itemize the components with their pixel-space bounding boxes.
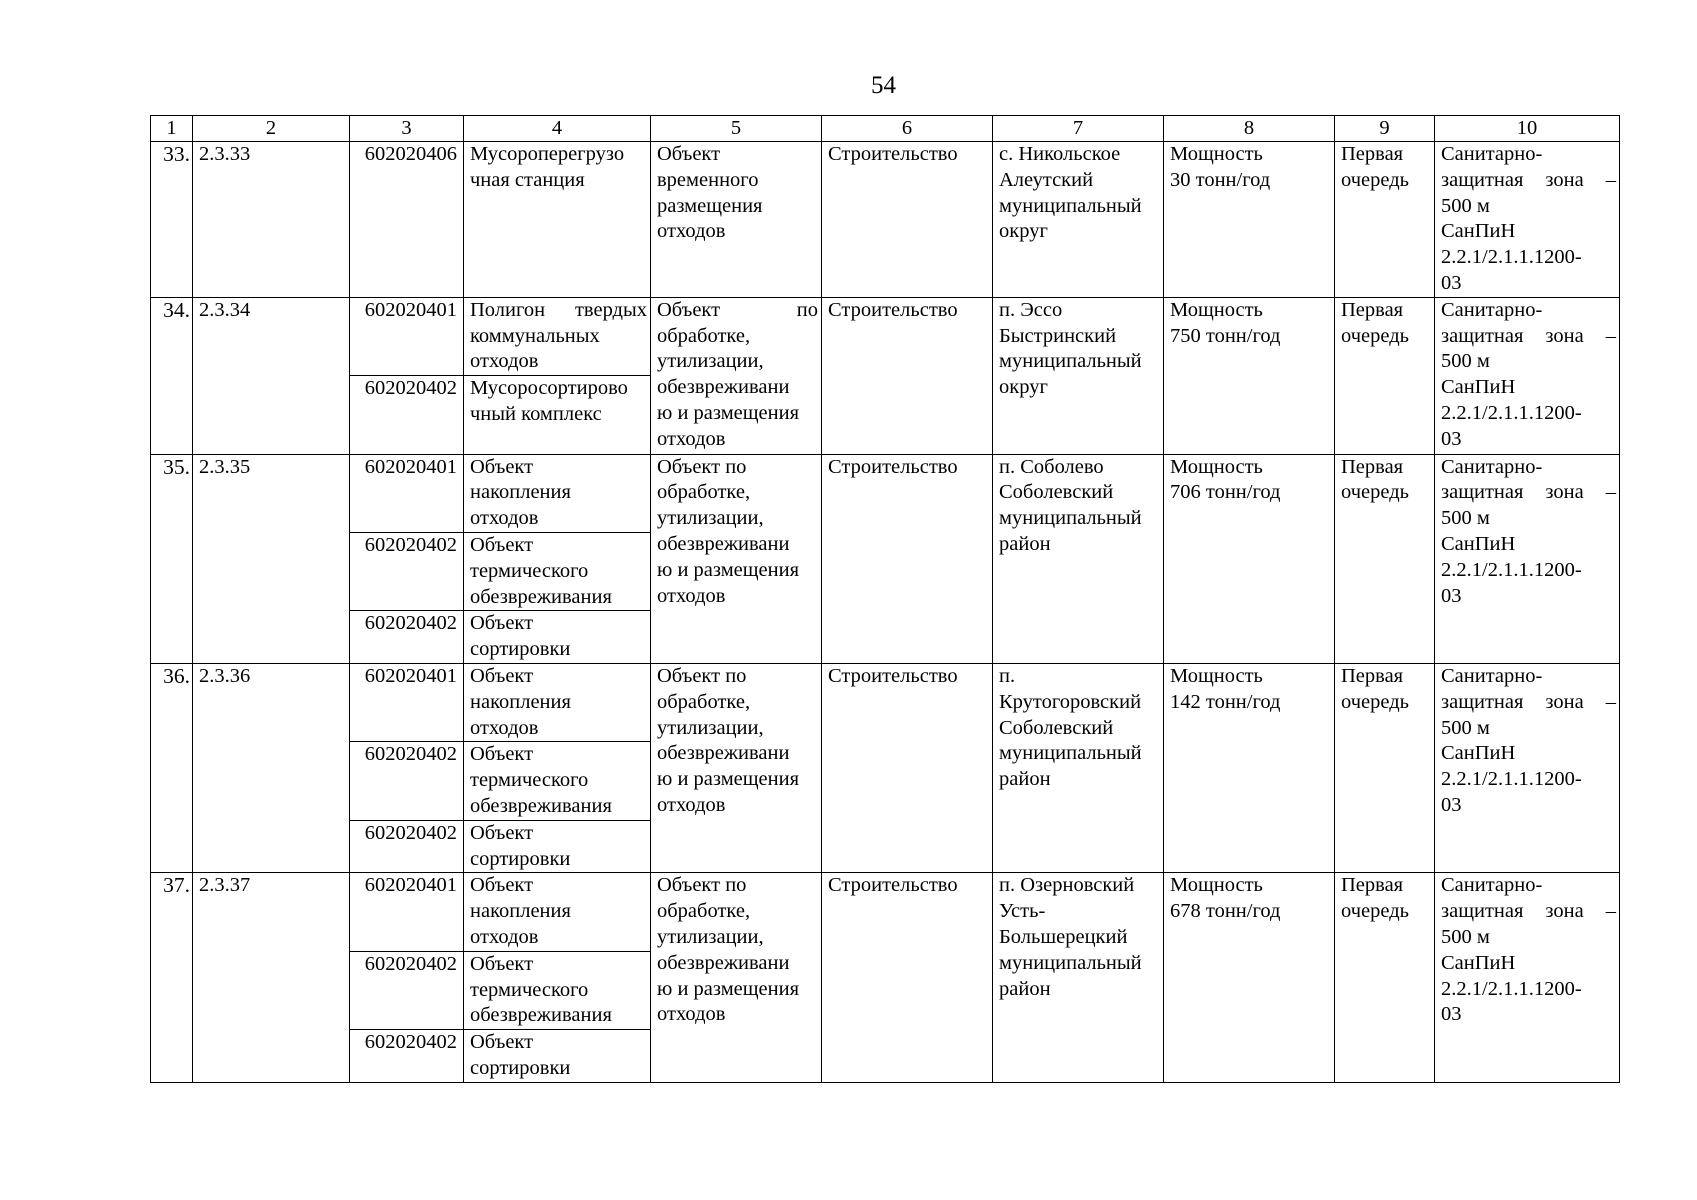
stage-cell — [1335, 142, 1435, 298]
text-line: защитная зона – — [1441, 690, 1616, 713]
text-line: 500 м — [1441, 350, 1490, 373]
object-name-cell — [464, 532, 651, 610]
text-line: обезвреживани — [657, 951, 790, 974]
text-line: очередь — [1341, 168, 1409, 191]
object-name-cell — [464, 611, 651, 664]
text-line: отходов — [657, 793, 726, 816]
text-line: 03 — [1441, 271, 1462, 294]
object-code-cell: 2.3.36 — [193, 663, 350, 872]
text-line: ю и размещения — [657, 401, 800, 424]
capacity-cell — [1164, 663, 1335, 872]
text-line: Мощность — [1170, 143, 1263, 165]
text-line: Первая — [1341, 143, 1404, 165]
text-line: Объект по — [657, 874, 747, 897]
column-number-header: 5 — [651, 116, 822, 142]
text-line: Объект — [657, 143, 721, 165]
text-line: утилизации, — [657, 350, 764, 373]
text-line: 2.2.1/2.1.1.1200- — [1441, 558, 1582, 581]
text-line: 678 тонн/год — [1170, 900, 1281, 923]
text-line: отходов — [470, 925, 539, 948]
object-name-cell — [464, 951, 651, 1029]
sanitary-zone-cell — [1435, 663, 1620, 872]
text-line: СанПиН — [1441, 220, 1516, 243]
object-name-cell — [464, 376, 651, 454]
text-line: район — [999, 977, 1051, 1000]
status-cell: Строительство — [822, 142, 993, 298]
text-line: СанПиН — [1441, 376, 1516, 399]
text-line: ю и размещения — [657, 768, 800, 791]
location-cell — [993, 454, 1164, 663]
status-cell: Строительство — [822, 297, 993, 454]
text-line: Первая — [1341, 664, 1404, 687]
text-line: округ — [999, 220, 1048, 243]
location-cell — [993, 663, 1164, 872]
object-id-cell: 602020402 — [350, 1030, 464, 1083]
text-line: Объект — [470, 533, 534, 556]
text-line: обработке, — [657, 324, 751, 347]
text-line: 500 м — [1441, 716, 1490, 739]
text-line: 03 — [1441, 427, 1462, 450]
text-line: отходов — [470, 350, 539, 373]
table-row — [151, 142, 1620, 298]
text-line: Объект — [470, 664, 534, 687]
text-line: СанПиН — [1441, 951, 1516, 974]
text-line: отходов — [657, 427, 726, 450]
text-line: Крутогоровский — [999, 690, 1142, 713]
text-line: Первая — [1341, 874, 1404, 897]
text-line: Объект по — [657, 298, 818, 321]
text-line: Объект — [470, 455, 534, 478]
text-line: 03 — [1441, 793, 1462, 816]
object-name-cell — [464, 873, 651, 951]
object-name-cell — [464, 663, 651, 741]
purpose-cell — [651, 873, 822, 1082]
text-line: отходов — [657, 584, 726, 607]
capacity-cell — [1164, 454, 1335, 663]
text-line: муниципальный — [999, 194, 1142, 217]
text-line: с. Никольское — [999, 143, 1121, 165]
text-line: термического — [470, 559, 589, 582]
object-code-cell: 2.3.37 — [193, 873, 350, 1082]
status-cell: Строительство — [822, 663, 993, 872]
object-name-cell — [464, 297, 651, 375]
text-line: ю и размещения — [657, 977, 800, 1000]
text-line: Объект по — [657, 455, 747, 478]
location-cell — [993, 297, 1164, 454]
text-line: чный комплекс — [470, 402, 602, 425]
text-line: чная станция — [470, 168, 585, 191]
text-line: накопления — [470, 481, 571, 504]
text-line: 2.2.1/2.1.1.1200- — [1441, 977, 1582, 1000]
column-number-header: 9 — [1335, 116, 1435, 142]
text-line: Мусоросортирово — [470, 377, 628, 400]
text-line: обезвреживания — [470, 1004, 612, 1027]
stage-cell — [1335, 663, 1435, 872]
objects-table — [150, 115, 1620, 1083]
text-line: отходов — [470, 716, 539, 739]
text-line: обработке, — [657, 900, 751, 923]
text-line: муниципальный — [999, 350, 1142, 373]
object-id-cell: 602020402 — [350, 820, 464, 873]
text-line: 2.2.1/2.1.1.1200- — [1441, 246, 1582, 269]
text-line: 30 тонн/год — [1170, 168, 1271, 191]
stage-cell — [1335, 873, 1435, 1082]
text-line: сортировки — [470, 1056, 571, 1079]
object-name-cell — [464, 1030, 651, 1083]
text-line: 500 м — [1441, 194, 1490, 217]
text-line: п. Соболево — [999, 455, 1104, 478]
purpose-cell — [651, 297, 822, 454]
table-row — [151, 873, 1620, 951]
text-line: Санитарно- — [1441, 664, 1543, 687]
text-line: Соболевский — [999, 481, 1114, 504]
text-line: 750 тонн/год — [1170, 324, 1281, 347]
text-line: Быстринский — [999, 324, 1117, 347]
text-line: п. Эссо — [999, 298, 1063, 321]
text-line: отходов — [470, 507, 539, 530]
text-line: 706 тонн/год — [1170, 481, 1281, 504]
text-line: Объект — [470, 821, 534, 844]
text-line: обработке, — [657, 481, 751, 504]
location-cell — [993, 873, 1164, 1082]
text-line: временного — [657, 168, 759, 191]
purpose-cell — [651, 663, 822, 872]
text-line: Мощность — [1170, 874, 1263, 897]
status-cell: Строительство — [822, 454, 993, 663]
text-line: защитная зона – — [1441, 324, 1616, 347]
text-line: 2.2.1/2.1.1.1200- — [1441, 768, 1582, 791]
text-line: очередь — [1341, 324, 1409, 347]
text-line: коммунальных — [470, 324, 600, 347]
object-id-cell: 602020401 — [350, 873, 464, 951]
object-id-cell: 602020402 — [350, 742, 464, 820]
text-line: термического — [470, 978, 589, 1001]
text-line: защитная зона – — [1441, 168, 1616, 191]
text-line: Объект — [470, 1031, 534, 1054]
text-line: очередь — [1341, 481, 1409, 504]
text-line: обезвреживания — [470, 585, 612, 608]
text-line: очередь — [1341, 900, 1409, 923]
object-id-cell: 602020401 — [350, 297, 464, 375]
sanitary-zone-cell — [1435, 873, 1620, 1082]
text-line: район — [999, 768, 1051, 791]
text-line: Санитарно- — [1441, 874, 1543, 897]
text-line: Первая — [1341, 455, 1404, 478]
text-line: Санитарно- — [1441, 455, 1543, 478]
text-line: Объект по — [657, 664, 747, 687]
text-line: Алеутский — [999, 168, 1094, 191]
text-line: отходов — [657, 1003, 726, 1026]
text-line: Мощность — [1170, 455, 1263, 478]
text-line: сортировки — [470, 638, 571, 661]
text-line: п. — [999, 664, 1016, 687]
purpose-cell — [651, 142, 822, 298]
object-id-cell: 602020401 — [350, 663, 464, 741]
location-cell — [993, 142, 1164, 298]
table-row — [151, 297, 1620, 375]
text-line: Полигон твердых — [470, 298, 647, 321]
sanitary-zone-cell — [1435, 297, 1620, 454]
text-line: муниципальный — [999, 951, 1142, 974]
object-name-cell — [464, 142, 651, 298]
text-line: СанПиН — [1441, 532, 1516, 555]
text-line: утилизации, — [657, 716, 764, 739]
object-code-cell: 2.3.34 — [193, 297, 350, 454]
text-line: накопления — [470, 690, 571, 713]
text-line: муниципальный — [999, 742, 1142, 765]
text-line: размещения — [657, 194, 763, 217]
capacity-cell — [1164, 142, 1335, 298]
text-line: сортировки — [470, 847, 571, 870]
text-line: защитная зона – — [1441, 900, 1616, 923]
stage-cell — [1335, 297, 1435, 454]
capacity-cell — [1164, 873, 1335, 1082]
row-number-cell: 34. — [151, 297, 193, 454]
text-line: муниципальный — [999, 507, 1142, 530]
column-number-header: 6 — [822, 116, 993, 142]
row-number-cell: 35. — [151, 454, 193, 663]
table-header-row — [151, 116, 1620, 142]
text-line: СанПиН — [1441, 742, 1516, 765]
object-id-cell: 602020402 — [350, 951, 464, 1029]
object-id-cell: 602020401 — [350, 454, 464, 532]
column-number-header: 8 — [1164, 116, 1335, 142]
table-row — [151, 663, 1620, 741]
text-line: п. Озерновский — [999, 874, 1135, 897]
text-line: Санитарно- — [1441, 143, 1543, 165]
table-row — [151, 454, 1620, 532]
text-line: Объект — [470, 874, 534, 897]
row-number-cell: 36. — [151, 663, 193, 872]
text-line: Соболевский — [999, 716, 1114, 739]
text-line: Первая — [1341, 298, 1404, 321]
row-number-cell: 33. — [151, 142, 193, 298]
text-line: утилизации, — [657, 507, 764, 530]
column-number-header: 7 — [993, 116, 1164, 142]
capacity-cell — [1164, 297, 1335, 454]
text-line: район — [999, 532, 1051, 555]
text-line: защитная зона – — [1441, 481, 1616, 504]
text-line: Объект — [470, 743, 534, 766]
text-line: Мусороперегрузо — [470, 143, 625, 165]
column-number-header: 2 — [193, 116, 350, 142]
text-line: обезвреживани — [657, 532, 790, 555]
text-line: 03 — [1441, 584, 1462, 607]
text-line: обработке, — [657, 690, 751, 713]
text-line: 2.2.1/2.1.1.1200- — [1441, 401, 1582, 424]
text-line: Усть- — [999, 900, 1046, 923]
column-number-header: 4 — [464, 116, 651, 142]
status-cell: Строительство — [822, 873, 993, 1082]
purpose-cell — [651, 454, 822, 663]
stage-cell — [1335, 454, 1435, 663]
text-line: Санитарно- — [1441, 298, 1543, 321]
object-id-cell: 602020402 — [350, 532, 464, 610]
object-id-cell: 602020402 — [350, 376, 464, 454]
page-number: 54 — [871, 72, 896, 99]
text-line: Мощность — [1170, 298, 1263, 321]
object-code-cell: 2.3.35 — [193, 454, 350, 663]
object-id-cell: 602020406 — [350, 142, 464, 298]
column-number-header: 10 — [1435, 116, 1620, 142]
text-line: отходов — [657, 220, 726, 243]
text-line: очередь — [1341, 690, 1409, 713]
text-line: обезвреживани — [657, 376, 790, 399]
text-line: Мощность — [1170, 664, 1263, 687]
text-line: 03 — [1441, 1003, 1462, 1026]
text-line: ю и размещения — [657, 558, 800, 581]
object-id-cell: 602020402 — [350, 611, 464, 664]
text-line: утилизации, — [657, 925, 764, 948]
object-name-cell — [464, 454, 651, 532]
object-code-cell: 2.3.33 — [193, 142, 350, 298]
text-line: Объект — [470, 612, 534, 635]
text-line: Большерецкий — [999, 925, 1128, 948]
text-line: обезвреживани — [657, 742, 790, 765]
text-line: обезвреживания — [470, 794, 612, 817]
text-line: 500 м — [1441, 507, 1490, 530]
object-name-cell — [464, 820, 651, 873]
text-line: термического — [470, 769, 589, 792]
text-line: 142 тонн/год — [1170, 690, 1281, 713]
text-line: накопления — [470, 900, 571, 923]
text-line: округ — [999, 376, 1048, 399]
text-line: Объект — [470, 952, 534, 975]
sanitary-zone-cell — [1435, 142, 1620, 298]
object-name-cell — [464, 742, 651, 820]
row-number-cell: 37. — [151, 873, 193, 1082]
column-number-header: 3 — [350, 116, 464, 142]
sanitary-zone-cell — [1435, 454, 1620, 663]
text-line: 500 м — [1441, 925, 1490, 948]
column-number-header: 1 — [151, 116, 193, 142]
